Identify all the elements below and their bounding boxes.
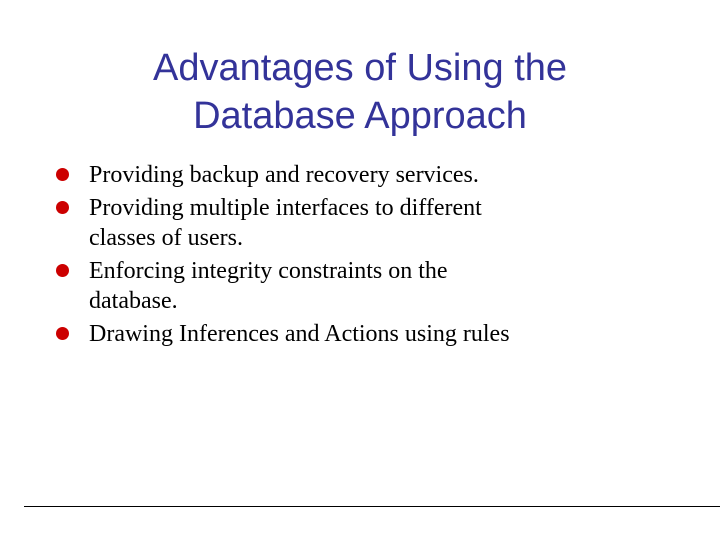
slide-title <box>60 44 660 140</box>
bullet-dot-icon <box>56 168 69 181</box>
bullet-text: Enforcing integrity constraints on the <box>89 258 448 284</box>
bullet-dot-icon <box>56 201 69 214</box>
bullet-item <box>56 319 696 349</box>
bullet-item <box>56 256 696 316</box>
slide-title-line-1: Advantages of Using the <box>152 47 568 89</box>
bullet-item <box>56 160 696 190</box>
slide-title-line-2: Database Approach <box>193 95 527 137</box>
bullet-text: Providing multiple interfaces to different <box>89 195 482 221</box>
footer-divider <box>24 506 720 507</box>
bullet-text: Drawing Inferences and Actions using rules <box>89 321 510 347</box>
bullet-text-continued: classes of users. <box>89 225 243 251</box>
bullet-dot-icon <box>56 264 69 277</box>
bullet-dot-icon <box>56 327 69 340</box>
bullet-list <box>56 160 696 352</box>
bullet-text: Providing backup and recovery services. <box>89 162 479 188</box>
bullet-text-continued: database. <box>89 288 178 314</box>
bullet-item <box>56 193 696 253</box>
